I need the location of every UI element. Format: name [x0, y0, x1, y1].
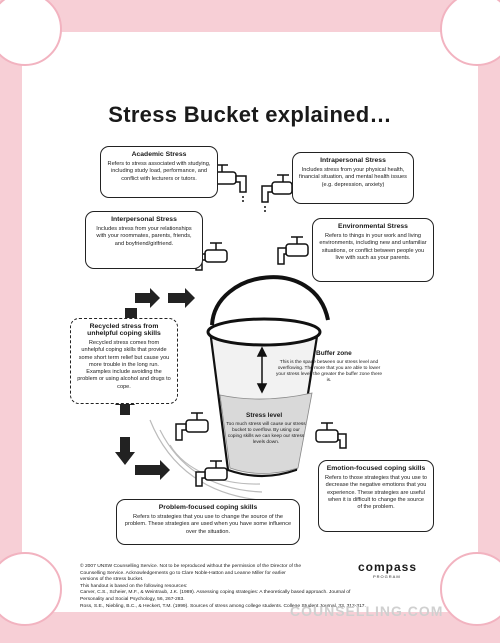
recycled-stress-heading: Recycled stress from unhelpful coping skills: [87, 323, 161, 337]
buffer-zone-text: This is the space between our stress level and overflowing. The more that you are able to lower your stress level, the greater the buffer zone there is.: [275, 360, 383, 383]
footer-line: This handout is based on the following resources:: [80, 583, 188, 589]
bucket-rim: [208, 319, 320, 345]
environmental-stress-box: [312, 218, 434, 282]
academic-stress-box: [100, 146, 218, 198]
tap-problem-icon: [196, 461, 227, 486]
tap-recycled-icon: [176, 413, 208, 440]
footer-line: Counselling Service. Acknowledgements go to Clare Noble-Hatton and Leanne Miller for earlier: [80, 570, 286, 576]
interpersonal-stress-text: Includes stress from your relationships with your roommates, parents, friends, and boyfriend/girlfriend.: [96, 226, 192, 247]
page-title: Stress Bucket explained…: [108, 102, 392, 127]
problem-focused-coping-heading: Problem-focused coping skills: [158, 504, 258, 511]
problem-focused-coping-text: Refers to strategies that you use to change the source of the problem. These strategies are used when you have some influence over the situation.: [124, 514, 292, 535]
stress-level-text: Too much stress will cause our stress bucket to overflow. By using our coping skills we can keep our stress levels down.: [226, 422, 306, 445]
footer-line: Personality and Social Psychology, 56, 267-283.: [80, 597, 185, 603]
footer-line: Ross, S.E., Niebling, B.C., & Heckert, T.M. (1999). Sources of stress among college students. College Student Journal, 33, 312-317.: [80, 603, 366, 609]
tap-emotion-icon: [316, 423, 346, 448]
problem-focused-coping-box: [116, 499, 300, 545]
intrapersonal-stress-box: [292, 152, 414, 204]
academic-stress-heading: Academic Stress: [131, 151, 187, 158]
tap-environmental-icon: [278, 237, 308, 264]
emotion-focused-coping-box: [318, 460, 434, 532]
environmental-stress-heading: Environmental Stress: [338, 223, 408, 230]
stress-level-label: Stress level: [246, 412, 283, 419]
compass-logo-subtitle: PROGRAM: [373, 574, 401, 579]
intrapersonal-stress-text: Includes stress from your physical health, financial situation, and mental health issues (e.g. depression, anxiety): [299, 167, 407, 188]
recycled-stress-box: [70, 318, 178, 404]
footer-line: © 2007 UNSW Counselling Service. Not to be reproduced without the permission of the Director of the: [80, 564, 302, 569]
compass-logo: compass: [358, 560, 418, 574]
environmental-stress-text: Refers to things in your work and living environments, including new and unfamiliar situations, or conflict between people you live with such as your parents.: [319, 233, 427, 261]
emotion-focused-coping-heading: Emotion-focused coping skills: [326, 465, 426, 472]
intrapersonal-stress-heading: Intrapersonal Stress: [320, 157, 386, 164]
buffer-zone-label: Buffer zone: [316, 350, 352, 357]
interpersonal-stress-box: [85, 211, 203, 269]
recycled-stress-text: Recycled stress comes from unhelpful coping skills that provide some short term relief but cause you more trouble in the long run. Examples include avoiding the problem or using alcohol and drugs to cope.: [77, 340, 171, 390]
footer-line: versions of the stress bucket.: [80, 577, 144, 583]
emotion-focused-coping-text: Refers to those strategies that you use to decrease the negative emotions that you experience. These strategies are useful when it is difficult to change the source of the problem.: [325, 475, 427, 511]
tap-academic-icon: [214, 165, 246, 202]
academic-stress-text: Refers to stress associated with studying, including study load, performance, and conflict with lecturers or tutors.: [107, 161, 211, 182]
tap-intrapersonal-icon: [262, 175, 292, 212]
interpersonal-stress-heading: Interpersonal Stress: [111, 216, 177, 223]
site-watermark: COUNSELLING.COM: [290, 603, 444, 619]
footer-line: Carver, C.S., Scheier, M.F., & Weintraub, J.K. (1989). Assessing coping strategies: A theoretically based approach. Journal of: [80, 590, 351, 596]
